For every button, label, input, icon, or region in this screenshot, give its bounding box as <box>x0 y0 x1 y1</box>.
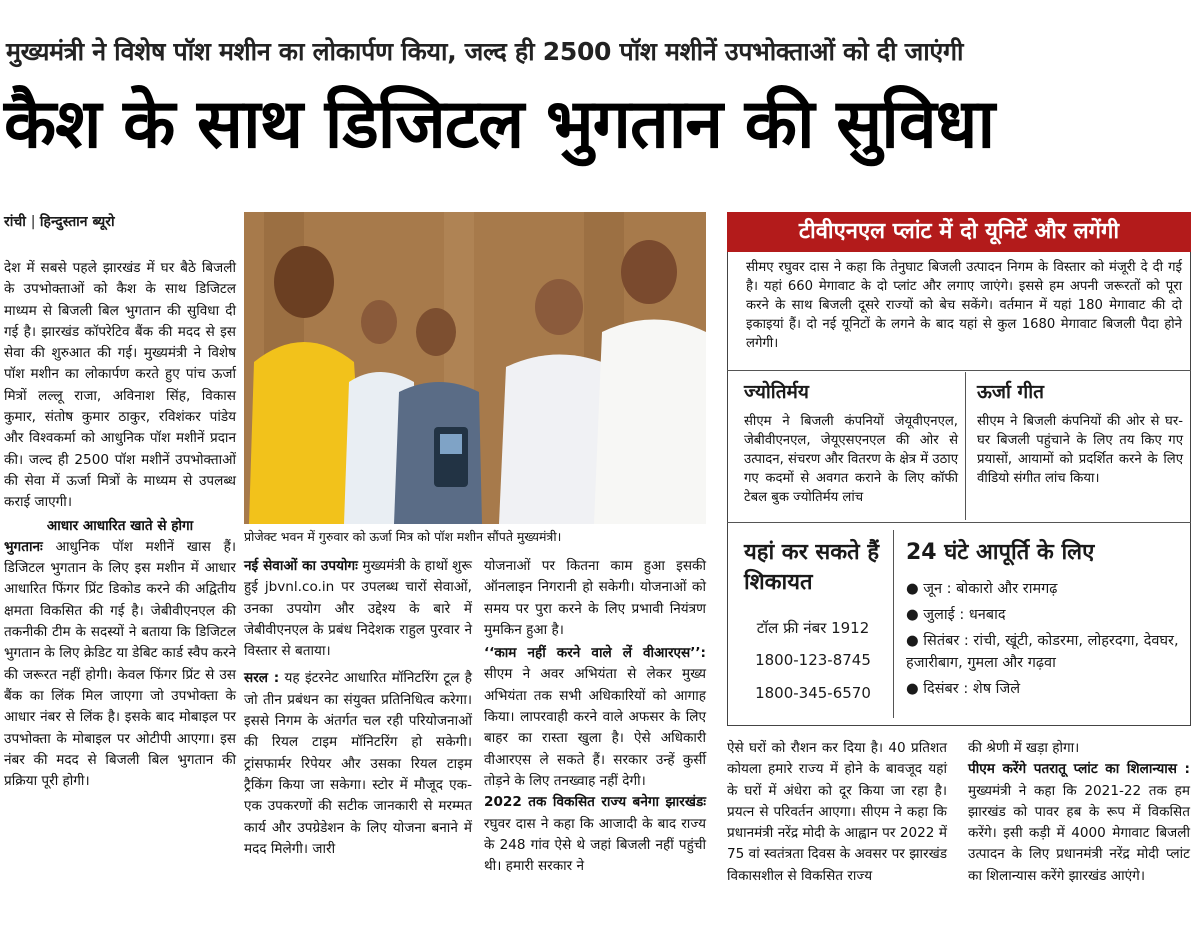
col4-para1: ऐसे घरों को रौशन कर दिया है। 40 प्रतिशत कोयला हमारे राज्य में होने के बावजूद यहां के घरों में अंधेरा को दूर किया जा रहा है। प्रयत्न से परिवर्तन आएगा। सीएम ने कहा कि प्रधानमंत्री नरेंद्र मोदी के आह्वान पर 2022 में 75 वां स्वतंत्रता दिवस के अवसर पर झारखंड विकासशील से विकसित राज्य <box>727 740 947 884</box>
jyotirmay-text: सीएम ने बिजली कंपनियों जेयूवीएनएल, जेबीवीएनएल, जेयूएसएनएल की ओर से उत्पादन, संचरण और वितरण के क्षेत्र में उठाए गए कदमों से अवगत कराने के लिए कॉफी टेबल बुक ज्योतिर्मय लांच <box>744 414 958 505</box>
article-column-4 <box>727 738 947 887</box>
complaint-title: यहां कर सकते हैं शिकायत <box>744 540 880 595</box>
sidebar-title: टीवीएनएल प्लांट में दो यूनिटें और लगेंगी <box>727 212 1191 252</box>
col5-para2: मुख्यमंत्री ने कहा कि 2021-22 तक हम झारखंड को पावर हब के रूप में विकसित करेंगे। इसी कड़ी में 4000 मेगावाट बिजली उत्पादन के लिए प्रधानमंत्री नरेंद्र मोदी प्लांट का शिलान्यास करेंगे झारखंड आएंगे। <box>968 782 1190 884</box>
byline-source: हिन्दुस्तान ब्यूरो <box>39 214 115 230</box>
article-column-1 <box>4 258 236 792</box>
complaint-divider <box>893 530 894 718</box>
phone-number-2: 1800-345-6570 <box>755 684 871 702</box>
col1-subhead-cont: भुगतानः <box>4 538 43 555</box>
urja-geet-heading: ऊर्जा गीत <box>977 381 1044 403</box>
urja-geet-text: सीएम ने बिजली कंपनियों की ओर से घर-घर बिजली पहुंचाने के लिए तय किए गए प्रयासों, आयामों को प्रदर्शित करने के लिए वीडियो संगीत लांच किया। <box>977 414 1183 486</box>
col2-para1: मुख्यमंत्री के हाथों शुरू हुई jbvnl.co.in पर उपलब्ध चारों सेवाओं, उनका उपयोग और उद्देश्य के बारे में जेबीवीएनएल के प्रबंध निदेशक राहुल पुरवार ने विस्तार से बताया। <box>244 558 472 660</box>
photo-caption: प्रोजेक्ट भवन में गुरुवार को ऊर्जा मित्र को पॉश मशीन सौंपते मुख्यमंत्री। <box>244 529 562 544</box>
col3-subhead-1: ‘‘काम नहीं करने वाले लें वीआरएस’’: <box>484 645 706 662</box>
article-column-2 <box>244 556 472 860</box>
col1-para1: देश में सबसे पहले झारखंड में घर बैठे बिजली के उपभोक्ताओं को कैश के साथ डिजिटल माध्यम से बिजली बिल भुगतान की सुविधा दी गई है। झारखंड कॉपरेटिव बैंक की मदद से इस सेवा की शुरुआत की गई। मुख्यमंत्री ने विशेष पॉश मशीन का लोकार्पण करते हुए पांच ऊर्जा मित्रों लल्लू राजा, अविनाश सिंह, विकास कुमार, संतोष कुमार ठाकुर, रविशंकर पांडेय और विश्वकर्मा को आधुनिक पॉश मशीनें प्रदान की। जल्द ही 2500 पॉश मशीनें उपभोक्ताओं की सेवा में ऊर्जा मित्रों के माध्यम से उपलब्ध कराई जाएगी। <box>4 260 236 511</box>
tollfree-label: टॉल फ्री नंबर 1912 <box>756 619 870 637</box>
supply-list <box>906 578 1186 700</box>
col3-subhead-2: 2022 तक विकसित राज्य बनेगा झारखंडः <box>484 794 706 811</box>
byline: रांची | हिन्दुस्तान ब्यूरो <box>4 214 115 230</box>
supply-title: 24 घंटे आपूर्ति के लिए <box>906 540 1095 565</box>
col2-subhead-1: नई सेवाओं का उपयोगः <box>244 558 358 574</box>
sidebar-vertical-divider <box>965 372 966 520</box>
news-photo <box>244 212 706 524</box>
col2-para2: यह इंटरनेट आधारित मॉनिटरिंग टूल है जो तीन प्रबंधन का संयुक्त प्रतिनिधित्व करेगा। इससे निगम के अंतर्गत चल रही परियोजनाओं की रियल टाइम मॉनिटरिंग हो सकेगी। ट्रांसफार्मर रिपेयर और उसका रियल टाइम ट्रैकिंग किया जा सकेगा। स्टोर में मौजूद एक-एक उपकरणों की सटीक जानकारी से मरम्मत कार्य और उपग्रेडेशन के लिए योजना बनाने में मदद मिलेगी। जारी <box>244 670 473 857</box>
supply-item: ● जून : बोकारो और रामगढ़ <box>906 581 1058 597</box>
supply-item: ● सितंबर : रांची, खूंटी, कोडरमा, लोहरदगा, देवघर, हजारीबाग, गुमला और गढ़वा <box>906 633 1179 671</box>
col3-para3: रघुवर दास ने कहा कि आजादी के बाद राज्य के 248 गांव ऐसे थे जहां बिजली नहीं पहुंची थी। हमारी सरकार ने <box>484 815 706 875</box>
main-headline: कैश के साथ डिजिटल भुगतान की सुविधा <box>4 85 995 164</box>
sidebar-divider <box>727 370 1191 371</box>
col3-para1: योजनाओं पर कितना काम हुआ इसकी ऑनलाइन निगरानी हो सकेगी। योजनाओं को समय पर पुरा करने के लिए प्रभावी नियंत्रण मुमकिन हुआ है। <box>484 558 706 638</box>
article-column-5 <box>968 738 1190 887</box>
sidebar-divider-2 <box>727 522 1191 523</box>
col3-para2: सीएम ने अवर अभियंता से लेकर मुख्य अभियंता तक सभी अधिकारियों को आगाह किया। लापरवाही करने वाले अफसर के लिए बाहर का रास्ता खुला है। ऐसे अधिकारी वीआरएस ले सकते हैं। सरकार उन्हें कुर्सी तोड़ने के लिए तनख्वाह नहीं देगी। <box>484 666 706 789</box>
phone-number-1: 1800-123-8745 <box>755 651 871 669</box>
col5-subhead: पीएम करेंगे पतरातू प्लांट का शिलान्यास : <box>968 761 1190 778</box>
col1-para2: आधुनिक पॉश मशीनें खास हैं। डिजिटल भुगतान के लिए इस मशीन में आधार आधारित फिंगर प्रिंट डिकोड करने की अद्वितीय क्षमता विकसित की गई है। जेबीवीएनएल की तकनीकी टीम के सदस्यों ने बताया कि डिजिटल भुगतान के लिए क्रेडिट या डेबिट कार्ड स्वैप करने की जरूरत नहीं होगी। केवल फिंगर प्रिंट से उस बैंक का लिंक मिल जाएगा जो उपभोक्ता के आधार नंबर से लिंक है। इसके बाद मोबाइल पर उपभोक्ता के मोबाइल पर ओटीपी आएगा। इस नंबर की मदद से बिजली बिल भुगतान की प्रक्रिया पूरी होगी। <box>4 538 236 790</box>
kicker-headline: मुख्यमंत्री ने विशेष पॉश मशीन का लोकार्पण किया, जल्द ही 2500 पॉश मशीनें उपभोक्ताओं को दी जाएंगी <box>6 37 964 66</box>
supply-item: ● दिसंबर : शेष जिले <box>906 681 1021 697</box>
supply-item: ● जुलाई : धनबाद <box>906 607 1006 623</box>
col1-subhead: आधार आधारित खाते से होगा <box>46 517 194 534</box>
byline-city: रांची <box>4 214 26 230</box>
article-column-3 <box>484 556 706 877</box>
col5-para1: की श्रेणी में खड़ा होगा। <box>968 740 1080 756</box>
photo-illustration <box>244 212 706 524</box>
col2-subhead-2: सरल : <box>244 670 280 687</box>
jyotirmay-heading: ज्योतिर्मय <box>744 381 809 403</box>
sidebar-intro: सीमए रघुवर दास ने कहा कि तेनुघाट बिजली उत्पादन निगम के विस्तार को मंजूरी दे दी गई है। यहां 660 मेगावाट के दो प्लांट और लगाए जाएंगे। इससे हम अपनी जरूरतों को पूरा करने के साथ बिजली दूसरे राज्यों को बेच सकेंगे। वर्तमान में यहां 180 मेगावाट की दो इकाइयां हैं। दो नई यूनिटों के लगने के बाद यहां से कुल 1680 मेगावाट बिजली पैदा होने लगेगी। <box>746 260 1182 351</box>
